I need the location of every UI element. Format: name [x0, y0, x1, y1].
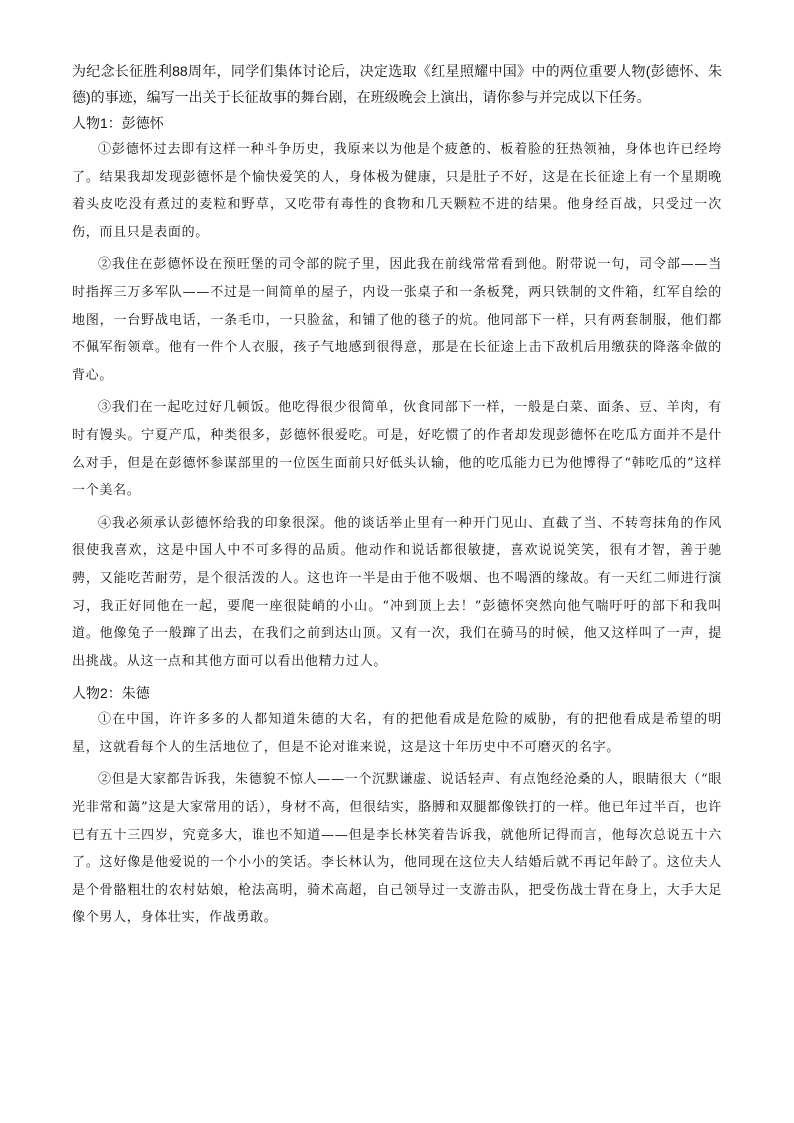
peng-paragraph-4: ④我必须承认彭德怀给我的印象很深。他的谈话举止里有一种开门见山、直截了当、不转弯抹角的作风很使我喜欢，这是中国人中不可多得的品质。他动作和说话都很敏捷，喜欢说说笑笑，很有才智，善于驰骋，又能吃苦耐劳，是个很活泼的人。这也许一半是由于他不吸烟、也不喝酒的缘故。有一天红二师进行演习，我正好同他在一起，要爬一座很陡峭的小山。“冲到顶上去！”彭德怀突然向他气喘吁吁的部下和我叫道。他像兔子一般蹿了出去，在我们之前到达山顶。又有一次，我们在骑马的时候，他又这样叫了一声，提出挑战。从这一点和其他方面可以看出他精力过人。: [72, 515, 722, 669]
section-zhu-de: [72, 680, 722, 932]
peng-paragraph-2: ②我住在彭德怀设在预旺堡的司令部的院子里，因此我在前线常常看到他。附带说一句，司令部——当时指挥三万多军队——不过是一间简单的屋子，内设一张桌子和一条板凳，两只铁制的文件箱，红军自绘的地图，一台野战电话，一条毛巾，一只脸盆，和铺了他的毯子的炕。他同部下一样，只有两套制服，他们都不佩军衔领章。他有一件个人衣服，孩子气地感到很得意，那是在长征途上击下敌机后用缴获的降落伞做的背心。: [72, 257, 722, 383]
zhu-paragraph-2: ②但是大家都告诉我，朱德貌不惊人——一个沉默谦虚、说话轻声、有点饱经沧桑的人，眼睛很大（“眼光非常和蔼”这是大家常用的话），身材不高，但很结实，胳膊和双腿都像铁打的一样。他已年过半百，也许已有五十三四岁，究竟多大，谁也不知道——但是李长林笑着告诉我，就他所记得而言，他每次总说五十六了。这好像是他爱说的一个小小的笑话。李长林认为，他同现在这位夫人结婚后就不再记年龄了。这位夫人是个骨骼粗壮的农村姑娘，枪法高明，骑术高超，自己领导过一支游击队，把受伤战士背在身上，大手大足像个男人，身体壮实，作战勇敢。: [72, 772, 722, 926]
peng-paragraph-1: ①彭德怀过去即有这样一种斗争历史，我原来以为他是个疲惫的、板着脸的狂热领袖，身体也许已经垮了。结果我却发现彭德怀是个愉快爱笑的人，身体极为健康，只是肚子不好，这是在长征途上有一个星期晚着头皮吃没有煮过的麦粒和野草，又吃带有毒性的食物和几天颗粒不进的结果。他身经百战，只受过一次伤，而且只是表面的。: [72, 142, 722, 240]
document-page: [72, 58, 722, 937]
section-heading-zhu-de: 人物2：朱德: [72, 685, 150, 702]
intro-text: 为纪念长征胜利88周年，同学们集体讨论后，决定选取《红星照耀中国》中的两位重要人物(彭德怀、朱德)的事迹，编写一出关于长征故事的舞台剧，在班级晚会上演出，请你参与并完成以下任务。: [72, 63, 722, 105]
section-peng-dehuai: [72, 110, 722, 675]
section-heading-peng-dehuai: 人物1：彭德怀: [72, 115, 164, 131]
zhu-paragraph-1: ①在中国，许许多多的人都知道朱德的大名，有的把他看成是危险的威胁，有的把他看成是希望的明星，这就看每个人的生活地位了，但是不论对谁来说，这是这十年历史中不可磨灭的名字。: [72, 712, 722, 755]
peng-paragraph-3: ③我们在一起吃过好几顿饭。他吃得很少很简单，伙食同部下一样，一般是白菜、面条、豆、羊肉，有时有馒头。宁夏产瓜，种类很多，彭德怀很爱吃。可是，好吃惯了的作者却发现彭德怀在吃瓜方面并不是什么对手，但是在彭德怀参谋部里的一位医生面前只好低头认输，他的吃瓜能力已为他博得了“韩吃瓜的”这样一个美名。: [72, 400, 722, 499]
